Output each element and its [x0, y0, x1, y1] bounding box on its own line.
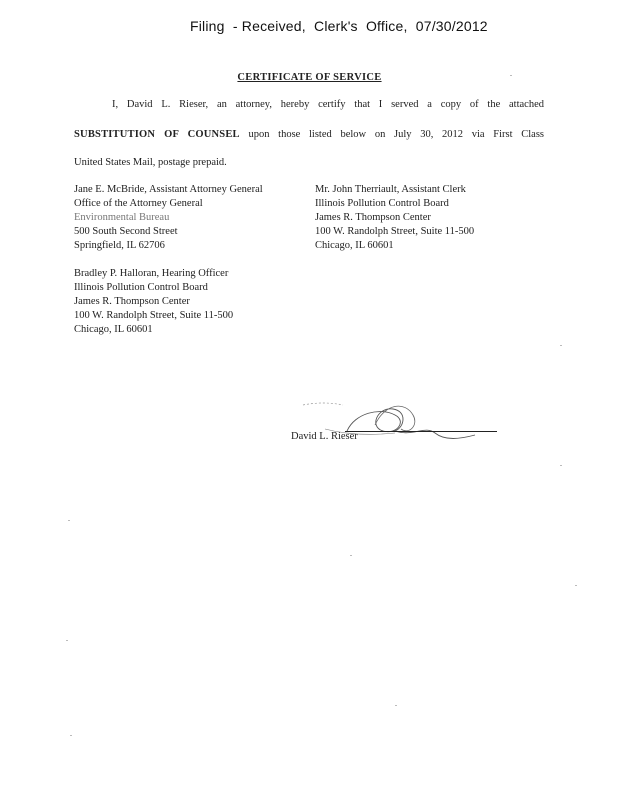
- recipient-building: James R. Thompson Center: [315, 212, 431, 223]
- handwritten-signature: [285, 395, 505, 455]
- signer-name: David L. Rieser: [291, 431, 358, 442]
- certification-text-2: upon those listed below on July 30, 2012 via First Class: [239, 129, 544, 140]
- recipient-street: 100 W. Randolph Street, Suite 11-500: [315, 226, 475, 237]
- recipient-office: Illinois Pollution Control Board: [74, 282, 208, 293]
- scan-speck: [510, 75, 512, 76]
- certification-text-1: I, David L. Rieser, an attorney, hereby certify that I served a copy of the attached: [112, 99, 544, 110]
- scan-speck: [68, 520, 70, 521]
- scan-speck: [350, 555, 352, 556]
- recipient-name: Mr. John Therriault, Assistant Clerk: [315, 184, 466, 195]
- recipient-name: Bradley P. Halloran, Hearing Officer: [74, 268, 229, 279]
- recipient-office: Illinois Pollution Control Board: [315, 198, 449, 209]
- recipient-name: Jane E. McBride, Assistant Attorney General: [74, 184, 263, 195]
- recipient-city: Springfield, IL 62706: [74, 240, 165, 251]
- signature-line: [345, 431, 497, 432]
- filing-stamp: Filing - Received, Clerk's Office, 07/30/2012: [190, 18, 488, 34]
- signature-block: [285, 395, 505, 455]
- recipient-bureau: Environmental Bureau: [74, 212, 170, 223]
- recipient-building: James R. Thompson Center: [74, 296, 190, 307]
- recipient-block-therriault: [315, 183, 474, 253]
- certification-line-1: [74, 99, 544, 110]
- certification-line-3: United States Mail, postage prepaid.: [74, 157, 227, 168]
- certification-line-2: [74, 129, 544, 140]
- recipient-city: Chicago, IL 60601: [74, 324, 153, 335]
- scan-speck: [395, 705, 397, 706]
- scan-speck: [560, 345, 562, 346]
- document-name: SUBSTITUTION OF COUNSEL: [74, 129, 240, 140]
- recipient-block-halloran: [74, 267, 233, 337]
- scan-speck: [70, 735, 72, 736]
- scan-speck: [575, 585, 577, 586]
- scan-speck: [560, 465, 562, 466]
- recipient-street: 500 South Second Street: [74, 226, 178, 237]
- recipient-block-mcbride: [74, 183, 263, 253]
- recipient-street: 100 W. Randolph Street, Suite 11-500: [74, 310, 234, 321]
- scan-speck: [66, 640, 68, 641]
- recipient-city: Chicago, IL 60601: [315, 240, 394, 251]
- recipient-office: Office of the Attorney General: [74, 198, 203, 209]
- certificate-title: CERTIFICATE OF SERVICE: [237, 72, 382, 83]
